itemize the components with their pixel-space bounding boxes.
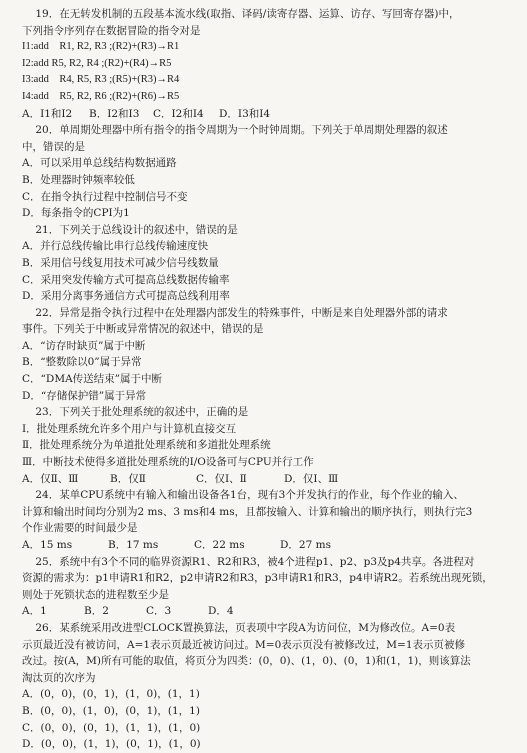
question-19-option-a: A．I1和I2: [22, 107, 73, 120]
instruction-i1: I1:add R1, R2, R3 ;(R2)+(R3)→R1: [22, 41, 180, 53]
question-19-option-b: B．I2和I3: [89, 107, 140, 120]
question-22: [22, 305, 509, 405]
question-25-option-b: B．2: [84, 605, 109, 618]
question-19-stem-line-1: 19．在无转发机制的五段基本流水线(取指、译码/读寄存器、运算、访存、写回寄存器)中，: [22, 8, 460, 20]
question-23-option-d: D．仅Ⅰ、Ⅲ: [284, 472, 339, 485]
question-25-option-a: A．1: [22, 605, 47, 618]
question-24-stem-line-1: 24．某单CPU系统中有输入和输出设备各1台，现有3个并发执行的作业，每个作业的输入、: [22, 489, 464, 502]
question-20-option-c: C．在指令执行过程中控制信号不变: [22, 190, 188, 203]
question-25-stem-line-1: 25．系统中有3个不同的临界资源R1、R2和R3，被4个进程p1、p2、p3及p4共享。各进程对: [22, 555, 475, 568]
question-19-option-d: D．I3和I4: [219, 107, 271, 120]
question-24-option-c: C．22 ms: [194, 539, 245, 551]
question-19-stem-line-2: 下列指令序列存在数据冒险的指令对是: [22, 24, 201, 37]
question-24-stem-line-2: 计算和输出时间均分别为2 ms、3 ms和4 ms，且都按输入、计算和输出的顺序执行，则执行完3: [22, 505, 473, 518]
instruction-i4: I4:add R5, R2, R6 ;(R2)+(R6)→R5: [22, 90, 180, 102]
question-22-option-d: D．“存储保护错”属于异常: [22, 389, 147, 402]
question-23: [22, 404, 509, 487]
question-22-option-c: C．“DMA传送结束”属于中断: [22, 373, 163, 386]
question-25-stem-line-2: 资源的需求为：p1申请R1和R2，p2申请R2和R3，p3申请R1和R3，p4申请R2。若系统出现死锁，: [22, 572, 493, 585]
question-23-option-a: A．仅Ⅱ、Ⅲ: [22, 472, 79, 485]
question-19-option-c: C．I2和I4: [153, 107, 204, 120]
question-20-option-d: D．每条指令的CPI为1: [22, 207, 130, 220]
question-22-stem-line-1: 22．异常是指令执行过程中在处理器内部发生的特殊事件，中断是来自处理器外部的请求: [22, 306, 448, 319]
question-23-stem: 23．下列关于批处理系统的叙述中，正确的是: [22, 406, 249, 419]
question-26-stem-line-2: 示页最近没有被访问，A=1表示页最近被访问过。M=0表示页没有被修改过，M=1表示页被修: [22, 638, 466, 651]
question-24-option-a: A．15 ms: [22, 539, 73, 551]
question-21-option-a: A．并行总线传输比串行总线传输速度快: [22, 240, 209, 253]
question-24-option-b: B．17 ms: [108, 539, 159, 551]
question-22-option-a: A．“访存时缺页”属于中断: [22, 339, 146, 352]
question-25-stem-line-3: 则处于死锁状态的进程数至少是: [22, 588, 169, 601]
question-23-statement-1: Ⅰ．批处理系统允许多个用户与计算机直接交互: [22, 422, 237, 435]
question-20-stem-line-1: 20．单周期处理器中所有指令的指令周期为一个时钟周期。下列关于单周期处理器的叙述: [22, 124, 448, 137]
question-22-stem-line-2: 事件。下列关于中断或异常情况的叙述中，错误的是: [22, 323, 264, 336]
question-26-stem-line-3: 改过。按(A，M)所有可能的取值，将页分为四类：(0，0)、(1，0)、(0，1)和(1，1)，则该算法: [22, 655, 471, 668]
question-21-option-d: D．采用分离事务通信方式可提高总线利用率: [22, 290, 230, 303]
question-23-option-c: C．仅Ⅰ、Ⅱ: [196, 472, 247, 485]
question-23-options: [22, 471, 509, 488]
question-23-statement-3: Ⅲ．中断技术使得多道批处理系统的I/O设备可与CPU并行工作: [22, 456, 314, 469]
question-24: [22, 487, 509, 553]
question-20-stem-line-2: 中，错误的是: [22, 140, 85, 153]
question-23-statement-2: Ⅱ．批处理系统分为单道批处理系统和多道批处理系统: [22, 439, 271, 452]
question-24-option-d: D．27 ms: [280, 539, 331, 551]
instruction-i2: I2:add R5, R2, R4 ;(R2)+(R4)→R5: [22, 57, 172, 69]
question-26-option-b: B．(0，0)，(1，0)，(0，1)，(1，1): [22, 704, 200, 717]
question-21-option-b: B．采用信号线复用技术可减少信号线数量: [22, 256, 219, 269]
question-20-option-a: A．可以采用单总线结构数据通路: [22, 157, 177, 170]
question-24-options: [22, 537, 509, 554]
question-24-stem-line-3: 个作业需要的时间最少是: [22, 522, 138, 535]
question-25-options: [22, 603, 509, 620]
question-26-option-d: D．(0，0)，(1，1)，(0，1)，(1，0): [22, 738, 201, 751]
question-26-stem-line-1: 26．某系统采用改进型CLOCK置换算法，页表项中字段A为访问位，M为修改位。A=0表: [22, 621, 456, 634]
question-19-options: [22, 106, 509, 123]
question-26-option-a: A．(0，0)，(0，1)，(1，0)，(1，1): [22, 688, 200, 701]
question-26: [22, 620, 509, 753]
question-25: [22, 554, 509, 620]
question-21-option-c: C．采用突发传输方式可提高总线数据传输率: [22, 273, 230, 286]
question-22-option-b: B．“整数除以0”属于异常: [22, 356, 142, 369]
question-23-option-b: B．仅Ⅱ: [110, 472, 146, 485]
question-26-option-c: C．(0，0)，(0，1)，(1，1)，(1，0): [22, 721, 201, 734]
question-19: [22, 6, 509, 122]
instruction-i3: I3:add R4, R5, R3 ;(R5)+(R3)→R4: [22, 74, 180, 86]
question-21-stem: 21．下列关于总线设计的叙述中，错误的是: [22, 223, 238, 236]
question-25-option-d: D．4: [208, 605, 234, 618]
question-25-option-c: C．3: [146, 605, 172, 618]
question-20: [22, 122, 509, 222]
question-21: [22, 222, 509, 305]
question-20-option-b: B．处理器时钟频率较低: [22, 173, 135, 186]
question-26-stem-line-4: 淘汰页的次序为: [22, 671, 96, 684]
